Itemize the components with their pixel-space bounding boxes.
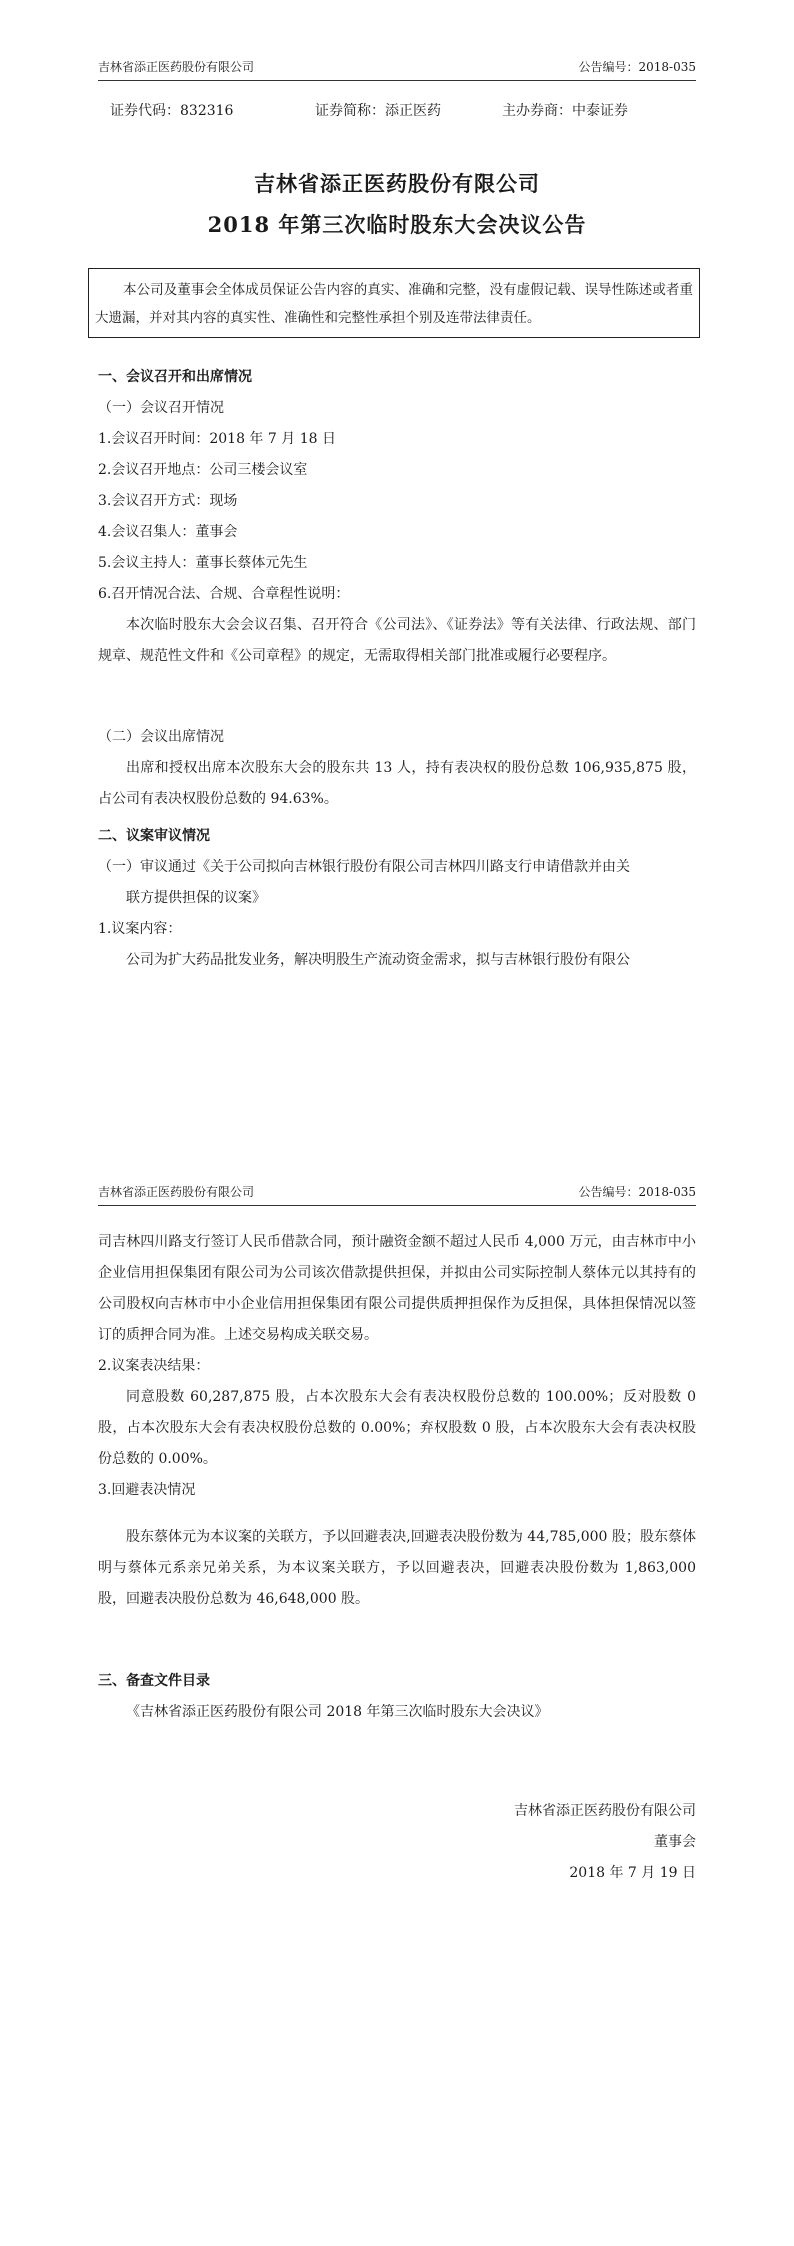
section3-heading: 三、备查文件目录	[98, 1673, 210, 1689]
recusal-text: 股东蔡体元为本议案的关联方，予以回避表决,回避表决股份数为 44,785,000 股；股东蔡体明与蔡体元系亲兄弟关系，为本议案关联方，予以回避表决，回避表决股份数为 1,863,000 股，回避表决股份总数为 46,648,000 股。	[98, 1529, 696, 1607]
signature-date: 2018 年 7 月 19 日	[569, 1865, 696, 1881]
section1-heading: 一、会议召开和出席情况	[98, 369, 252, 385]
page-title-company: 吉林省添正医药股份有限公司	[254, 171, 540, 196]
securities-broker: 主办券商：中泰证券	[502, 103, 628, 119]
meeting-item-location: 2.会议召开地点：公司三楼会议室	[98, 462, 308, 478]
page-title-announcement: 2018 年第三次临时股东大会决议公告	[207, 212, 587, 237]
page-header	[98, 58, 696, 81]
motion-title-line2: 联方提供担保的议案》	[126, 890, 266, 906]
section1-sub2: （二）会议出席情况	[98, 729, 224, 745]
reference-document: 《吉林省添正医药股份有限公司 2018 年第三次临时股东大会决议》	[126, 1704, 549, 1720]
section1-sub1: （一）会议召开情况	[98, 400, 224, 416]
header-announcement-no: 公告编号：2018-035	[578, 1185, 696, 1199]
attendance-text: 出席和授权出席本次股东大会的股东共 13 人，持有表决权的股份总数 106,935,875 股，占公司有表决权股份总数的 94.63%。	[98, 760, 696, 807]
meeting-item-convener: 4.会议召集人：董事会	[98, 524, 238, 540]
signature-company: 吉林省添正医药股份有限公司	[514, 1803, 696, 1819]
meeting-item-method: 3.会议召开方式：现场	[98, 493, 238, 509]
meeting-item-legality: 6.召开情况合法、合规、合章程性说明：	[98, 586, 350, 602]
motion-content-p1: 公司为扩大药品批发业务，解决明股生产流动资金需求，拟与吉林银行股份有限公	[126, 952, 630, 968]
vote-label: 2.议案表决结果：	[98, 1358, 210, 1374]
securities-abbr: 证券简称：添正医药	[315, 103, 441, 119]
vote-text: 同意股数 60,287,875 股，占本次股东大会有表决权股份总数的 100.00%；反对股数 0 股，占本次股东大会有表决权股份总数的 0.00%；弃权股数 0 股，占本次股东大会有表决权股份总数的 0.00%。	[98, 1389, 696, 1467]
header-company: 吉林省添正医药股份有限公司	[98, 60, 255, 74]
page-header	[98, 1183, 696, 1206]
header-announcement-no: 公告编号：2018-035	[578, 60, 696, 74]
page-2	[0, 1150, 794, 2246]
motion-content-p2: 司吉林四川路支行签订人民币借款合同，预计融资金额不超过人民币 4,000 万元，由吉林市中小企业信用担保集团有限公司为公司该次借款提供担保，并拟由公司实际控制人蔡体元以其持有的公司股权向吉林市中小企业信用担保集团有限公司提供质押担保作为反担保，具体担保情况以签订的质押合同为准。上述交易构成关联交易。	[98, 1234, 696, 1343]
securities-code: 证券代码：832316	[110, 103, 234, 119]
motion-title-line1: （一）审议通过《关于公司拟向吉林银行股份有限公司吉林四川路支行申请借款并由关	[98, 859, 630, 875]
header-company: 吉林省添正医药股份有限公司	[98, 1185, 255, 1199]
disclaimer-box: 本公司及董事会全体成员保证公告内容的真实、准确和完整，没有虚假记载、误导性陈述或者重大遗漏，并对其内容的真实性、准确性和完整性承担个别及连带法律责任。	[88, 268, 700, 338]
signature-board: 董事会	[654, 1834, 696, 1850]
meeting-item-chair: 5.会议主持人：董事长蔡体元先生	[98, 555, 308, 571]
recusal-label: 3.回避表决情况	[98, 1482, 196, 1498]
section2-heading: 二、议案审议情况	[98, 828, 210, 844]
legality-text: 本次临时股东大会会议召集、召开符合《公司法》、《证券法》等有关法律、行政法规、部门规章、规范性文件和《公司章程》的规定，无需取得相关部门批准或履行必要程序。	[98, 617, 696, 664]
meeting-item-time: 1.会议召开时间：2018 年 7 月 18 日	[98, 431, 336, 447]
motion-content-label: 1.议案内容：	[98, 921, 182, 937]
